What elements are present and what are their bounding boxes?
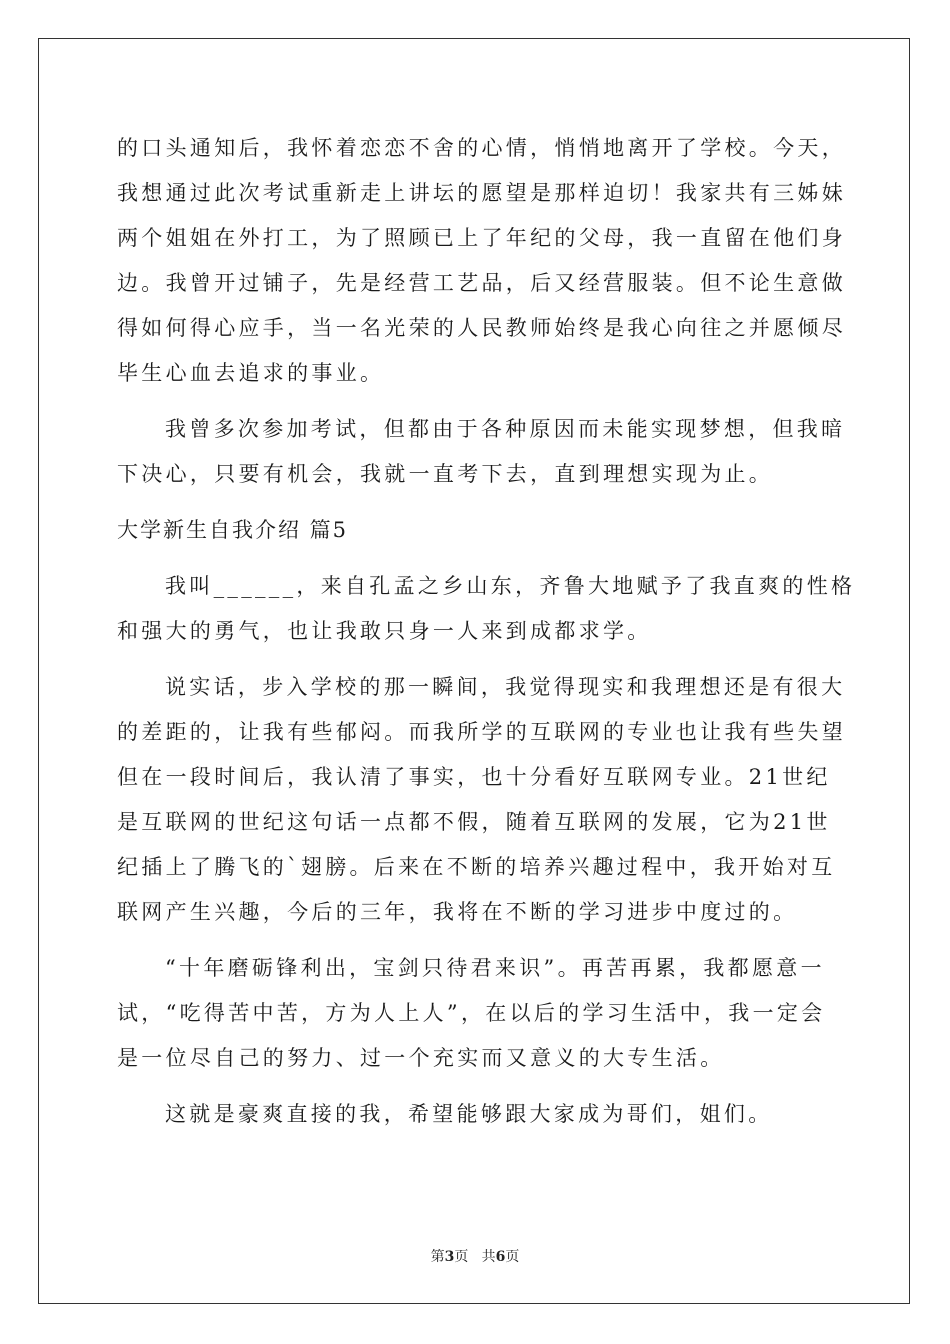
paragraph bbox=[117, 667, 846, 937]
text-line: 的差距的，让我有些郁闷。而我所学的互联网的专业也让我有些失望 bbox=[117, 720, 846, 744]
text-line: 我叫______，来自孔孟之乡山东，齐鲁大地赋予了我直爽的性格 bbox=[165, 574, 856, 598]
text-line: 纪插上了腾飞的`翅膀。后来在不断的培养兴趣过程中，我开始对互 bbox=[117, 855, 836, 879]
paragraph bbox=[117, 1094, 833, 1139]
text-line: 下决心，只要有机会，我就一直考下去，直到理想实现为止。 bbox=[117, 462, 774, 486]
text-line: 我曾多次参加考试，但都由于各种原因而未能实现梦想，但我暗 bbox=[165, 417, 846, 441]
text-line: 两个姐姐在外打工，为了照顾已上了年纪的父母，我一直留在他们身 bbox=[117, 226, 846, 250]
footer-suffix: 页 bbox=[505, 1249, 520, 1265]
footer-middle: 页 共 bbox=[454, 1249, 496, 1265]
text-line: 说实话，步入学校的那一瞬间，我觉得现实和我理想还是有很大 bbox=[165, 675, 846, 699]
text-line: 是互联网的世纪这句话一点都不假，随着互联网的发展，它为21世 bbox=[117, 810, 831, 834]
text-line: 但在一段时间后，我认清了事实，也十分看好互联网专业。21世纪 bbox=[117, 765, 831, 789]
text-line: “十年磨砺锋利出，宝剑只待君来识”。再苦再累，我都愿意一 bbox=[165, 956, 825, 980]
text-line: 得如何得心应手，当一名光荣的人民教师始终是我心向往之并愿倾尽 bbox=[117, 316, 846, 340]
text-line: 这就是豪爽直接的我，希望能够跟大家成为哥们，姐们。 bbox=[165, 1102, 773, 1126]
paragraph bbox=[117, 566, 856, 656]
footer-prefix: 第 bbox=[430, 1249, 445, 1265]
heading-text: 大学新生自我介绍 篇5 bbox=[117, 518, 349, 542]
text-line: 边。我曾开过铺子，先是经营工艺品，后又经营服装。但不论生意做 bbox=[117, 271, 846, 295]
text-line: 联网产生兴趣，今后的三年，我将在不断的学习进步中度过的。 bbox=[117, 900, 798, 924]
text-line: 毕生心血去追求的事业。 bbox=[117, 361, 385, 385]
total-page-number: 6 bbox=[495, 1249, 506, 1265]
section-heading bbox=[117, 510, 833, 555]
text-line: 的口头通知后，我怀着恋恋不舍的心情，悄悄地离开了学校。今天， bbox=[117, 136, 846, 160]
paragraph bbox=[117, 128, 846, 398]
document-body bbox=[117, 128, 856, 1139]
text-line: 我想通过此次考试重新走上讲坛的愿望是那样迫切！我家共有三姊妹 bbox=[117, 181, 846, 205]
text-line: 和强大的勇气，也让我敢只身一人来到成都求学。 bbox=[117, 619, 652, 643]
paragraph bbox=[117, 948, 833, 1083]
page-footer bbox=[0, 1246, 950, 1266]
text-line: 试，“吃得苦中苦，方为人上人”，在以后的学习生活中，我一定会 bbox=[117, 1001, 826, 1025]
current-page-number: 3 bbox=[444, 1249, 455, 1265]
text-line: 是一位尽自己的努力、过一个充实而又意义的大专生活。 bbox=[117, 1046, 725, 1070]
paragraph bbox=[117, 409, 846, 499]
